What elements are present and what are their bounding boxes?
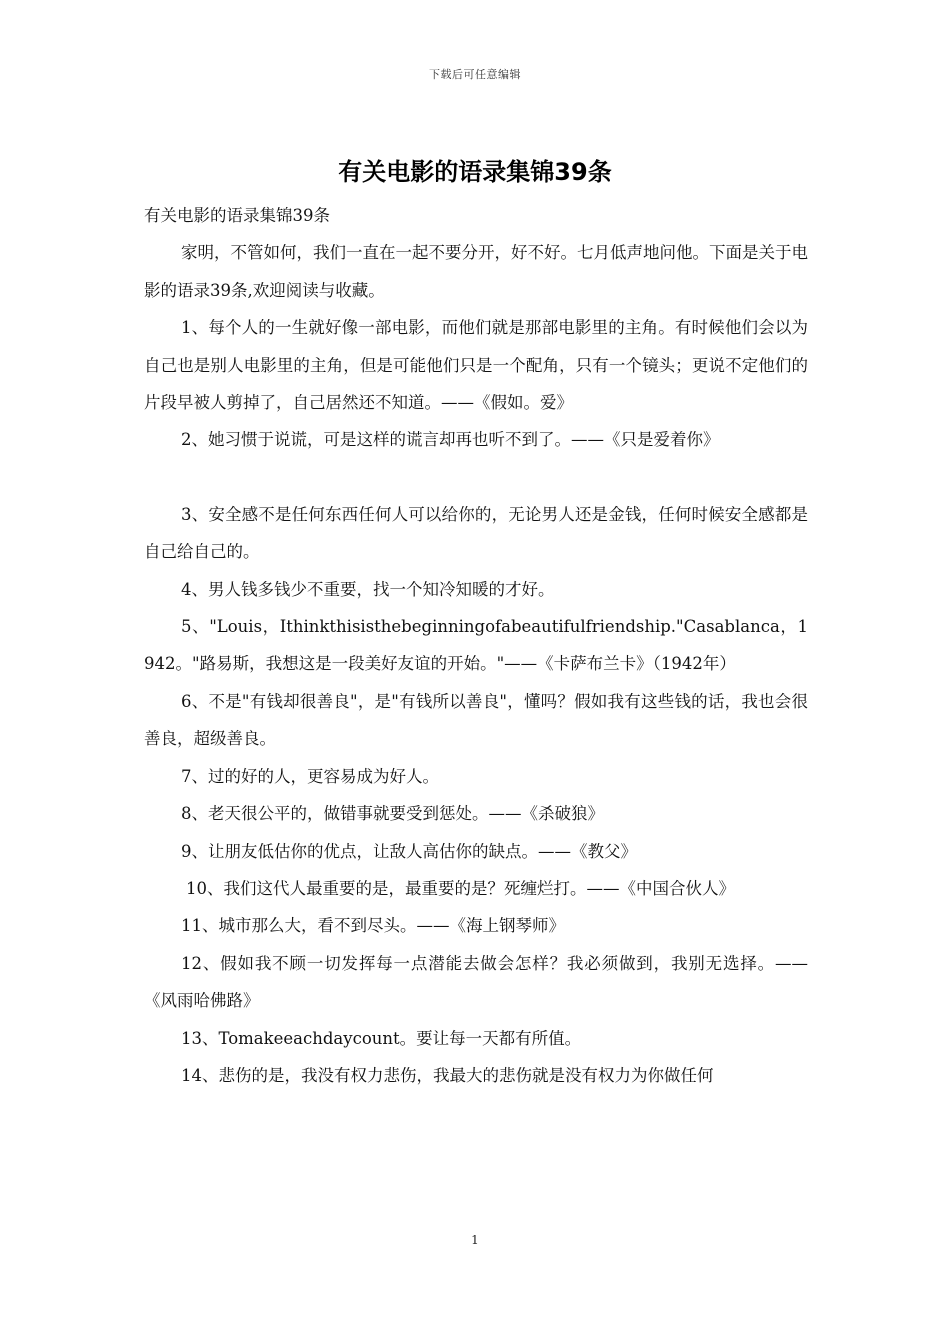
header-note: 下载后可任意编辑 [429, 68, 521, 81]
quote-7: 7、过的好的人，更容易成为好人。 [181, 766, 439, 786]
document-subtitle: 有关电影的语录集锦39条 [144, 206, 330, 225]
paragraph-intro: 家明，不管如何，我们一直在一起不要分开，好不好。七月低声地问他。下面是关于电影的语录39条,欢迎阅读与收藏。 [144, 243, 808, 300]
quote-10: 10、我们这代人最重要的是，最重要的是？死缠烂打。——《中国合伙人》 [186, 878, 735, 898]
document-title: 有关电影的语录集锦39条 [338, 158, 612, 186]
quote-13: 13、Tomakeeachdaycount。要让每一天都有所值。 [181, 1028, 582, 1048]
quote-4: 4、男人钱多钱少不重要，找一个知冷知暖的才好。 [181, 579, 555, 599]
quote-9: 9、让朋友低估你的优点，让敌人高估你的缺点。——《教父》 [181, 841, 637, 861]
quote-6: 6、不是"有钱却很善良"，是"有钱所以善良"，懂吗？假如我有这些钱的话，我也会很善良，超级善良。 [144, 691, 808, 749]
document-body [144, 197, 808, 1094]
quote-3: 3、安全感不是任何东西任何人可以给你的，无论男人还是金钱，任何时候安全感都是自己给自己的。 [144, 504, 808, 562]
quote-14: 14、悲伤的是，我没有权力悲伤，我最大的悲伤就是没有权力为你做任何 [181, 1065, 714, 1085]
quote-1: 1、每个人的一生就好像一部电影，而他们就是那部电影里的主角。有时候他们会以为自己也是别人电影里的主角，但是可能他们只是一个配角，只有一个镜头；更说不定他们的片段早被人剪掉了，自己居然还不知道。——《假如。爱》 [144, 318, 808, 413]
quote-8: 8、老天很公平的，做错事就要受到惩处。——《杀破狼》 [181, 804, 604, 824]
page-number: 1 [471, 1233, 479, 1247]
quote-5: 5、"Louis，Ithinkthisisthebeginningofabeautifulfriendship."Casablanca，1942。"路易斯，我想这是一段美好友谊的开始。"——《卡萨布兰卡》（1942年） [144, 617, 808, 674]
quote-2: 2、她习惯于说谎，可是这样的谎言却再也听不到了。——《只是爱着你》 [181, 430, 720, 450]
quote-12: 12、假如我不顾一切发挥每一点潜能去做会怎样？我必须做到，我别无选择。——《风雨哈佛路》 [144, 953, 808, 1011]
quote-11: 11、城市那么大，看不到尽头。——《海上钢琴师》 [181, 916, 565, 936]
